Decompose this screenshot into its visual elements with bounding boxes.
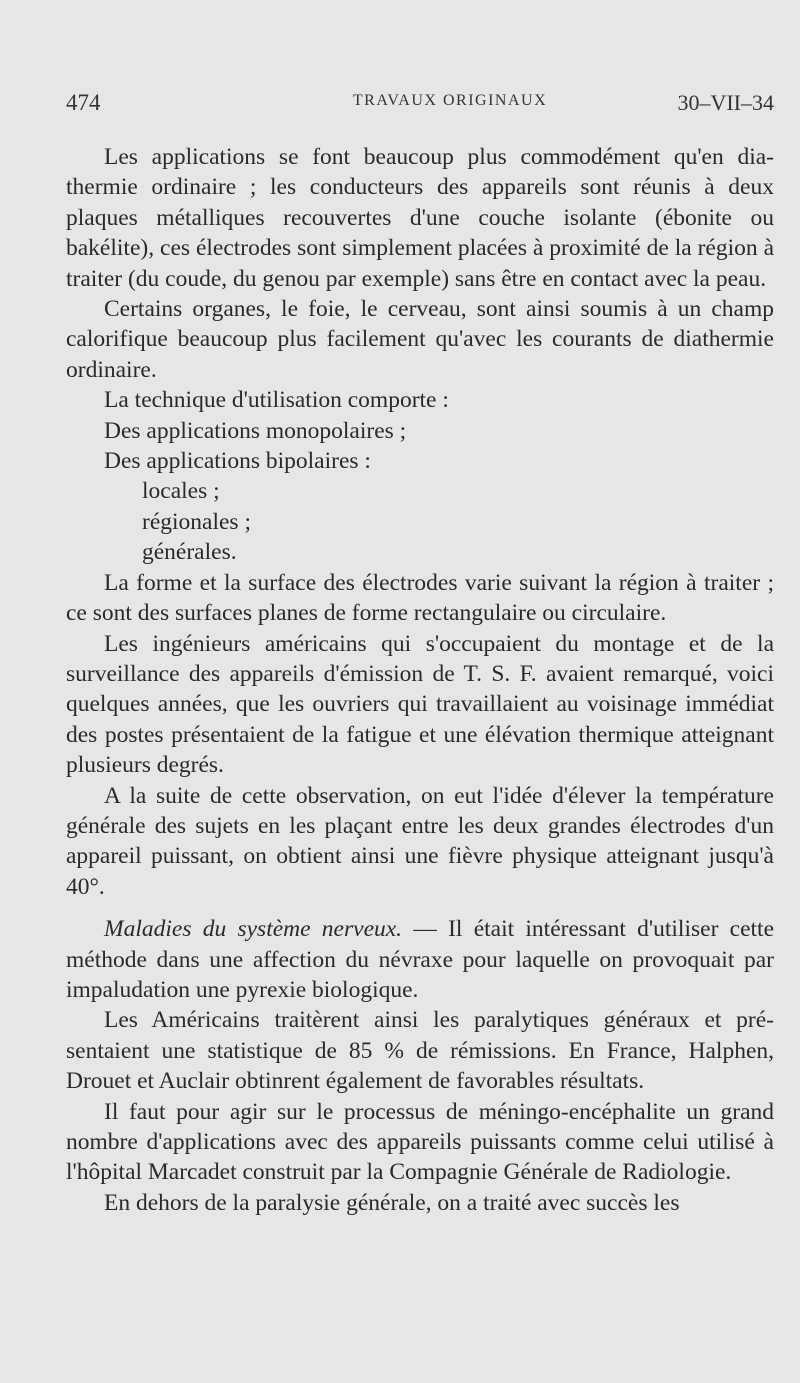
sub-list-item: régionales ;: [142, 508, 251, 535]
sub-list-item: générales.: [142, 539, 237, 566]
paragraph: Il faut pour agir sur le processus de méningo-encéphalite un grand nombre d'applications avec des appareils puissants comme celui utilisé à l'hôpital Marcadet construit par la Compagnie Générale de Radiologie.: [66, 1098, 774, 1186]
section-heading: Maladies du système nerveux.: [104, 916, 403, 943]
issue-date: 30–VII–34: [677, 90, 774, 115]
paragraph: En dehors de la paralysie générale, on a traité avec succès les: [104, 1189, 680, 1216]
paragraph: Les Américains traitèrent ainsi les paralytiques généraux et présentaient une statistique de 85 % de rémissions. En France, Halphen, Drouet et Auclair obtinrent également de favorables résultats.: [66, 1007, 774, 1095]
list-item: Des applications monopolaires ;: [104, 417, 407, 444]
page-number: 474: [66, 90, 101, 115]
section-paragraph: [66, 914, 774, 1005]
section-dash: —: [402, 916, 449, 943]
paragraph: La technique d'utilisation comporte :: [104, 387, 449, 414]
running-head: [66, 86, 774, 120]
paragraph: Les applications se font beaucoup plus commodément qu'en diathermie ordinaire ; les conducteurs des appareils sont réunis à deux plaques métalliques recouvertes d'une couche isolante (ébonite ou bakélite), ces électrodes sont simplement placées à proximité de la région à traiter (du coude, du genou par exemple) sans être en contact avec la peau.: [66, 144, 774, 292]
list-item: Des applications bipolaires :: [104, 448, 371, 475]
paragraph: La forme et la surface des électrodes varie suivant la région à traiter ; ce sont des surfaces planes de forme rectangulaire ou circulaire.: [66, 569, 774, 627]
section-lead-text: Il était intéressant d'utiliser cette méthode dans une affection du névraxe pour laquelle on provoquait par impaludation une pyrexie biologique.: [66, 916, 774, 1003]
paragraph: A la suite de cette observation, on eut l'idée d'élever la température générale des sujets en les plaçant entre les deux grandes électrodes d'un appareil puissant, on obtient ainsi une fièvre physique atteignant jusqu'à 40°.: [66, 782, 774, 900]
paragraph: Certains organes, le foie, le cerveau, sont ainsi soumis à un champ calorifique beaucoup plus facilement qu'avec les courants de diathermie ordinaire.: [66, 296, 774, 383]
paragraph: Les ingénieurs américains qui s'occupaient du montage et de la surveillance des appareils d'émission de T. S. F. avaient remarqué, voici quelques années, que les ouvriers qui travaillaient au voisinage immédiat des postes présentaient de la fatigue et une élévation thermique atteignant plusieurs degrés.: [66, 630, 774, 779]
body-text: [66, 142, 774, 1218]
sub-list-item: locales ;: [142, 478, 220, 505]
running-title: TRAVAUX ORIGINAUX: [352, 92, 548, 109]
